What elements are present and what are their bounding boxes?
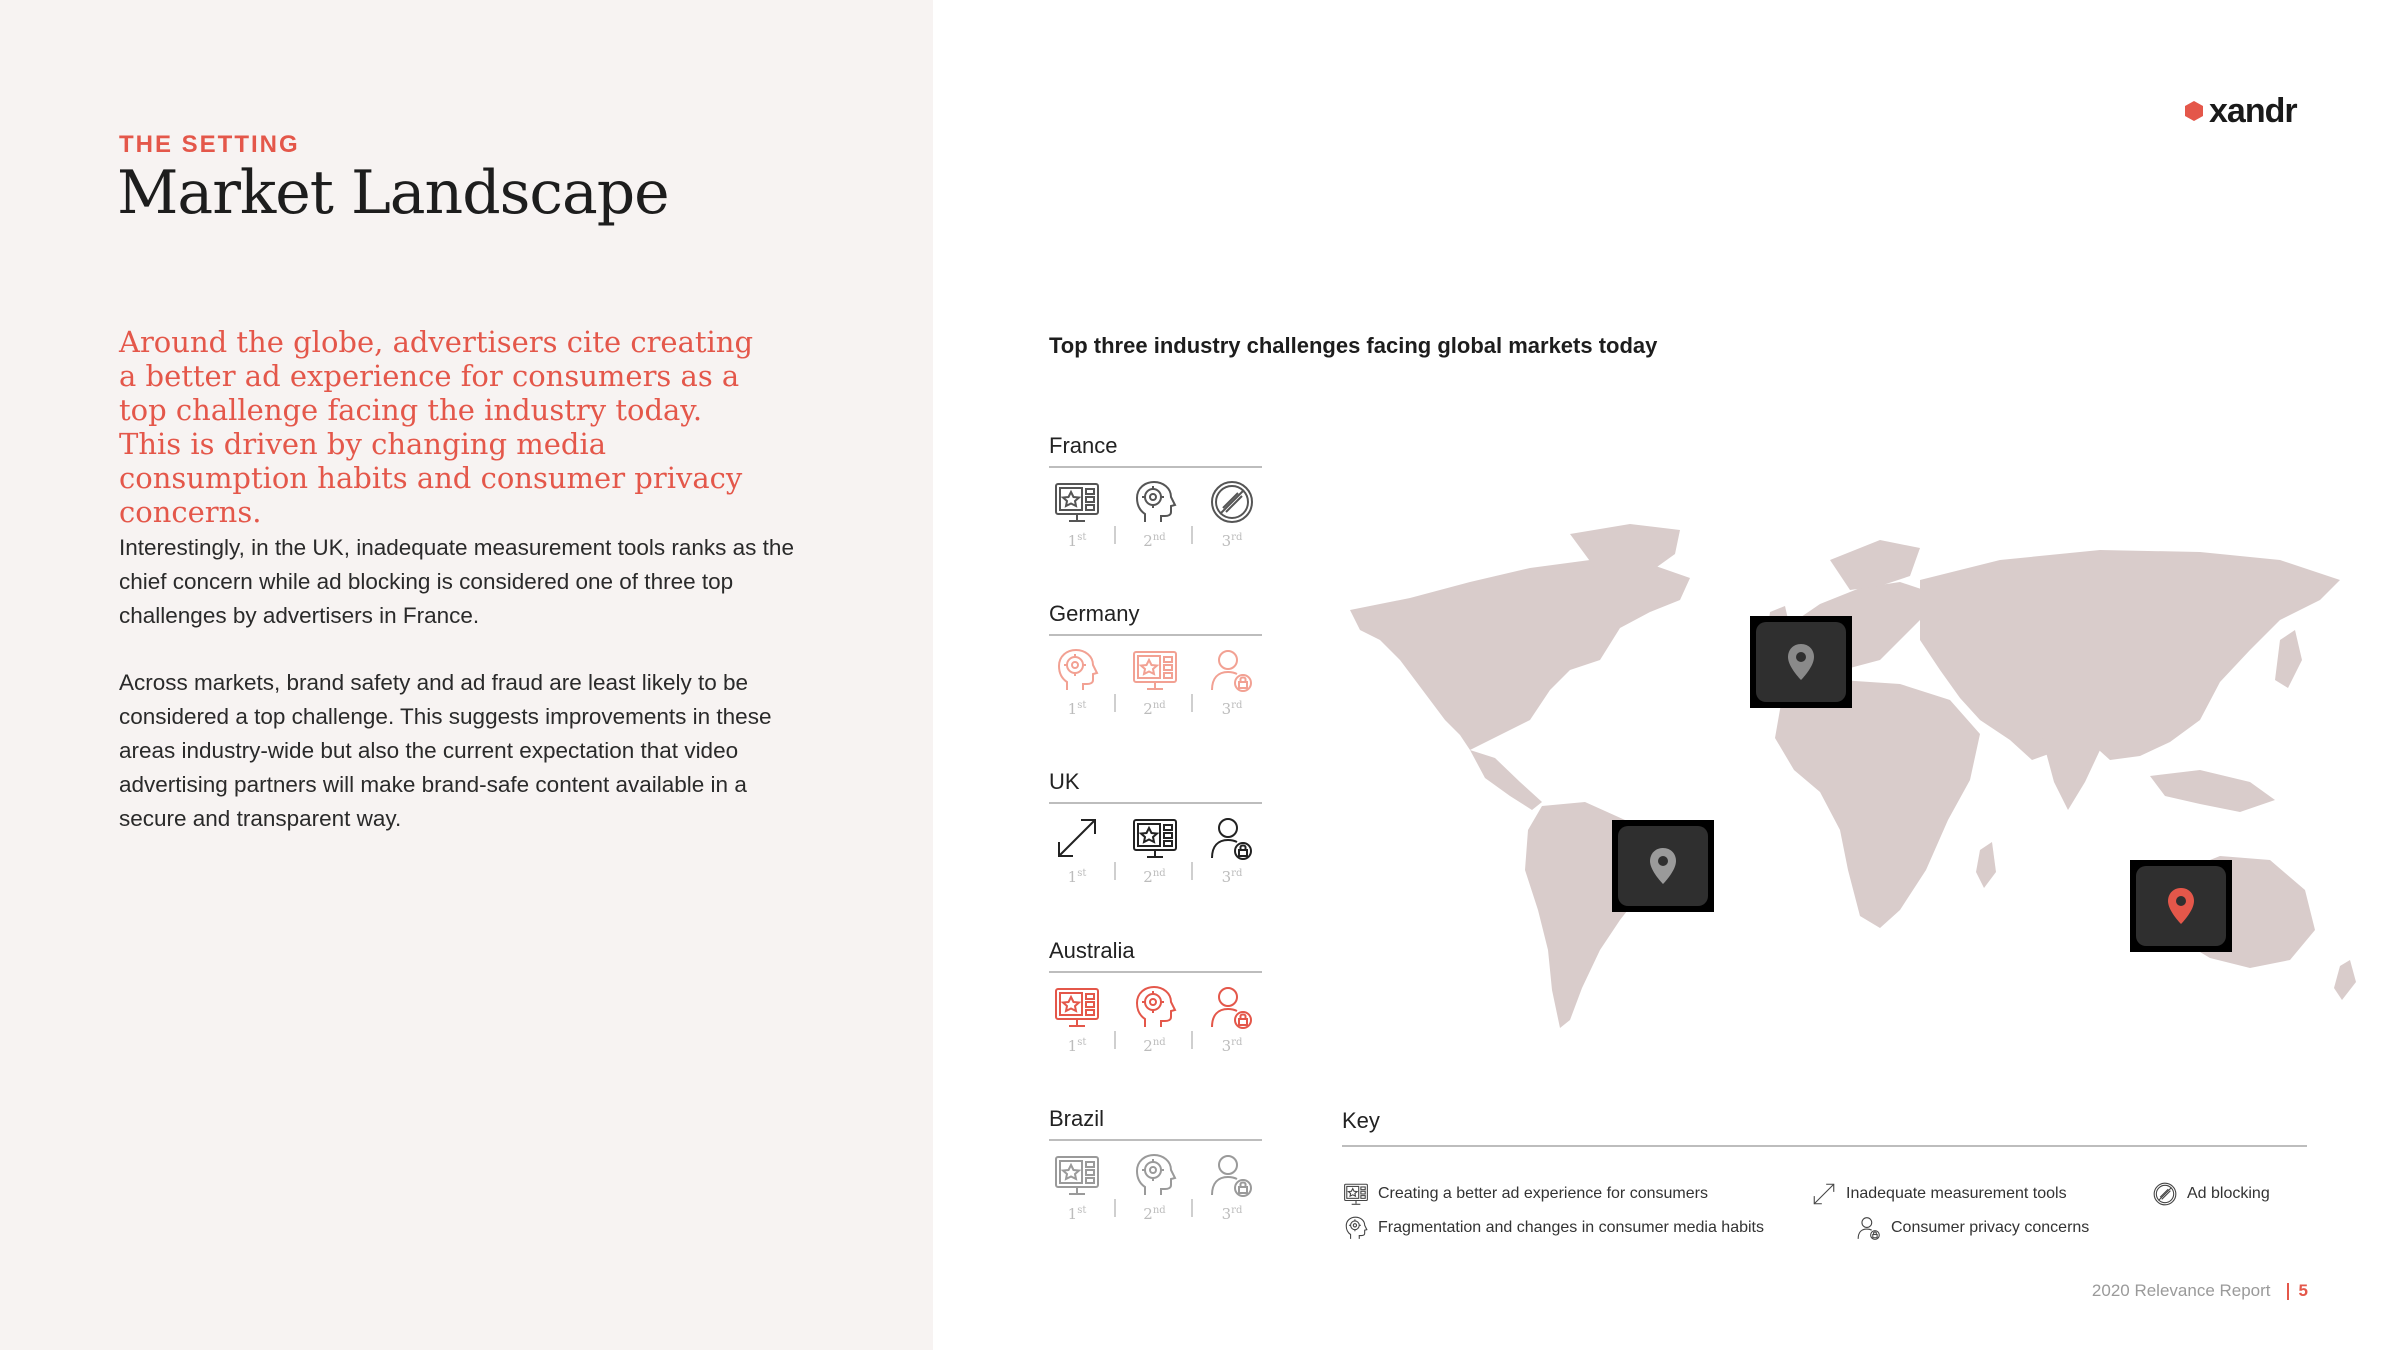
rank-label [1051,1205,1103,1223]
country-divider [1049,971,1262,973]
privacy-icon [1206,812,1258,864]
country-divider [1049,466,1262,468]
logo-text: xandr [2209,91,2297,130]
europe-pin-box[interactable] [1750,616,1852,708]
rank-suffix: st [1077,1037,1087,1048]
world-map [1320,520,2360,1040]
rank-row [1049,532,1262,550]
challenge-icon-row [1049,644,1262,696]
key-label-privacy: Consumer privacy concerns [1891,1219,2090,1236]
rank-label [1206,1205,1258,1223]
country-name: Australia [1049,938,1135,963]
xandr-logo [2183,91,2297,131]
rank-number: 2 [1143,1205,1153,1223]
rank-label [1129,1037,1181,1055]
rank-suffix: nd [1152,532,1166,543]
rank-number: 3 [1221,868,1232,886]
rank-label [1051,1037,1103,1055]
section-label: THE SETTING [119,131,300,158]
key-label-better-ad: Creating a better ad experience for consumers [1378,1185,1708,1202]
country-name: Germany [1049,601,1140,626]
rank-number: 1 [1067,700,1078,718]
page-title: Market Landscape [117,158,669,228]
country-divider [1049,1139,1262,1141]
world-map-svg [1320,520,2360,1040]
rank-label [1206,1037,1258,1055]
rank-suffix: rd [1231,700,1243,711]
fragmentation-icon [1051,644,1103,696]
brazil-pin-box[interactable] [1612,820,1714,912]
rank-label [1129,868,1181,886]
rank-suffix: rd [1231,532,1243,543]
rank-suffix: nd [1152,868,1166,879]
rank-number: 1 [1067,1037,1078,1055]
privacy-icon [1206,1149,1258,1201]
scandinavia-shape [1830,540,1920,590]
rank-label [1206,868,1258,886]
lead-text: Around the globe, advertisers cite creating a better ad experience for consumers as a top challenge facing the industry today. This is driven by changing media consumption habits and consumer privacy concerns. [119,325,754,529]
country-block-brazil [1049,1105,1262,1223]
measurement-icon [1051,812,1103,864]
new-zealand-shape [2334,960,2356,1000]
rank-number: 2 [1143,700,1153,718]
rank-suffix: rd [1231,868,1243,879]
rank-number: 1 [1067,868,1078,886]
rank-row [1049,1205,1262,1223]
map-pin-icon [1648,846,1678,886]
rank-row [1049,700,1262,718]
challenge-icon-row [1049,476,1262,528]
rank-row [1049,1037,1262,1055]
country-name: France [1049,433,1118,458]
key-item-fragmentation [1342,1214,1764,1242]
rank-label [1206,700,1258,718]
australia-pin-inner [2136,866,2226,946]
rank-number: 2 [1143,868,1153,886]
rank-number: 3 [1221,532,1232,550]
page-footer [2092,1281,2308,1301]
rank-suffix: nd [1152,1205,1166,1216]
africa-shape [1775,680,1980,928]
better-ad-experience-icon [1051,1149,1103,1201]
rank-number: 2 [1143,532,1153,550]
privacy-icon [1206,644,1258,696]
rank-label [1129,1205,1181,1223]
paragraph-1: Interestingly, in the UK, inadequate measurement tools ranks as the chief concern while ad blocking is considered one of three top challenges by advertisers in France. [119,535,794,628]
key-item-better-ad [1342,1180,1708,1208]
southeast-asia-shape [2150,770,2275,812]
europe-pin-inner [1756,622,1846,702]
fragmentation-icon [1342,1214,1370,1242]
fragmentation-icon [1129,981,1181,1033]
rank-label [1051,868,1103,886]
map-pin-icon [1786,642,1816,682]
key-label-fragmentation: Fragmentation and changes in consumer media habits [1378,1219,1764,1236]
fragmentation-icon [1129,1149,1181,1201]
rank-label [1129,532,1181,550]
privacy-icon [1206,981,1258,1033]
rank-suffix: nd [1152,1037,1166,1048]
north-america-shape [1350,560,1690,750]
country-block-germany [1049,600,1262,718]
key-divider [1342,1145,2307,1147]
key-item-privacy [1855,1214,2089,1242]
country-block-australia [1049,937,1262,1055]
ad-blocking-icon [1206,476,1258,528]
better-ad-experience-icon [1342,1180,1370,1208]
rank-suffix: st [1077,1205,1087,1216]
rank-number: 3 [1221,700,1232,718]
country-divider [1049,634,1262,636]
country-name: UK [1049,769,1080,794]
country-block-uk [1049,768,1262,886]
rank-label [1206,532,1258,550]
rank-suffix: st [1077,868,1087,879]
better-ad-experience-icon [1051,981,1103,1033]
measurement-icon [1810,1180,1838,1208]
rank-suffix: st [1077,700,1087,711]
rank-suffix: st [1077,532,1087,543]
madagascar-shape [1976,842,1996,888]
rank-suffix: rd [1231,1037,1243,1048]
paragraph-2: Across markets, brand safety and ad fraud are least likely to be considered a top challenge. This suggests improvements in these areas industry-wide but also the current expectation that video advertising partners will make brand-safe content available in a secure and transparent way. [119,670,772,831]
challenge-icon-row [1049,981,1262,1033]
rank-number: 2 [1143,1037,1153,1055]
page-number: 5 [2298,1281,2308,1300]
key-title: Key [1342,1108,1380,1133]
rank-label [1051,700,1103,718]
australia-pin-box[interactable] [2130,860,2232,952]
rank-number: 1 [1067,1205,1078,1223]
country-divider [1049,802,1262,804]
chart-title: Top three industry challenges facing global markets today [1049,333,1658,358]
key-item-measurement [1810,1180,2067,1208]
better-ad-experience-icon [1051,476,1103,528]
footer-report-name: 2020 Relevance Report [2091,1281,2271,1300]
logo-hexagon-icon [2183,100,2205,122]
ad-blocking-icon [2151,1180,2179,1208]
rank-label [1129,700,1181,718]
key-item-ad-blocking [2151,1180,2270,1208]
rank-suffix: nd [1152,700,1166,711]
rank-label [1051,532,1103,550]
japan-shape [2275,630,2302,688]
better-ad-experience-icon [1129,812,1181,864]
map-pin-icon [2166,886,2196,926]
brazil-pin-inner [1618,826,1708,906]
better-ad-experience-icon [1129,644,1181,696]
key-label-ad-blocking: Ad blocking [2187,1185,2270,1202]
rank-number: 3 [1221,1037,1232,1055]
challenge-icon-row [1049,1149,1262,1201]
privacy-icon [1855,1214,1883,1242]
challenge-icon-row [1049,812,1262,864]
country-name: Brazil [1049,1106,1105,1131]
rank-suffix: rd [1231,1205,1243,1216]
country-block-france [1049,432,1262,550]
footer-divider [2287,1283,2289,1300]
fragmentation-icon [1129,476,1181,528]
rank-number: 3 [1221,1205,1232,1223]
rank-row [1049,868,1262,886]
rank-number: 1 [1067,532,1078,550]
central-america-shape [1470,750,1542,810]
asia-shape [1920,550,2340,760]
key-label-measurement: Inadequate measurement tools [1846,1185,2067,1202]
